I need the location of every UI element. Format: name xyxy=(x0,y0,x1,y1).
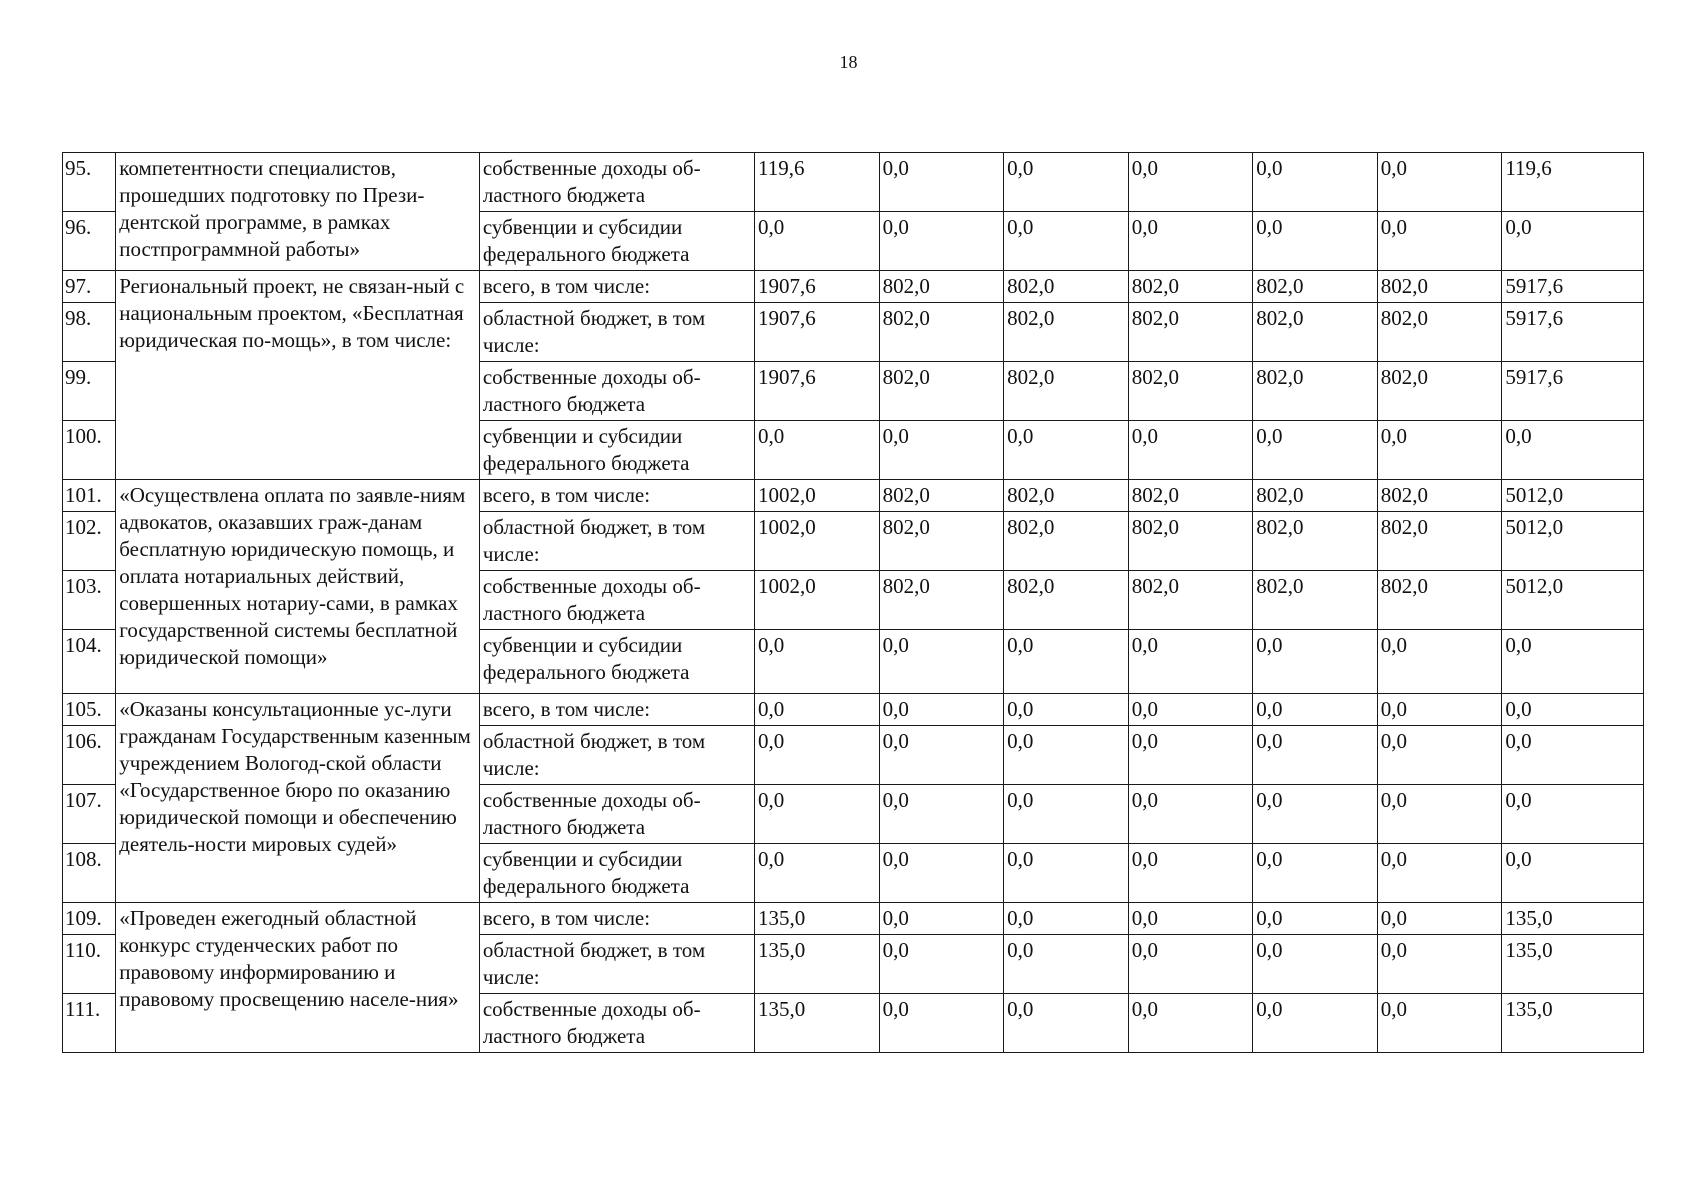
row-number: 98. xyxy=(63,303,116,362)
year-value: 0,0 xyxy=(1004,212,1129,271)
year-value: 0,0 xyxy=(1128,935,1253,994)
year-value: 0,0 xyxy=(1377,212,1502,271)
year-value: 0,0 xyxy=(879,935,1004,994)
year-value: 802,0 xyxy=(1128,571,1253,630)
measure-description: «Оказаны консультационные ус-луги гражданам Государственным казенным учреждением Вологод-ской области «Государственное бюро по оказанию юридической помощи и обеспечению деятель-ности мировых судей» xyxy=(116,694,480,903)
year-value: 0,0 xyxy=(1128,726,1253,785)
funding-source: субвенции и субсидии федерального бюджета xyxy=(479,421,754,480)
year-value: 0,0 xyxy=(1004,935,1129,994)
year-value: 802,0 xyxy=(1377,571,1502,630)
year-value: 0,0 xyxy=(879,694,1004,726)
funding-source: собственные доходы об-ластного бюджета xyxy=(479,153,754,212)
year-value: 802,0 xyxy=(879,303,1004,362)
funding-source: всего, в том числе: xyxy=(479,480,754,512)
year-value: 802,0 xyxy=(1128,362,1253,421)
year-value: 802,0 xyxy=(879,512,1004,571)
year-value: 0,0 xyxy=(1128,630,1253,694)
row-number: 104. xyxy=(63,630,116,694)
year-value: 802,0 xyxy=(1377,303,1502,362)
page-number: 18 xyxy=(839,52,858,72)
total-value: 0,0 xyxy=(1502,694,1644,726)
year-value: 0,0 xyxy=(755,726,880,785)
total-value: 0,0 xyxy=(1502,421,1644,480)
year-value: 0,0 xyxy=(879,421,1004,480)
measure-description: «Осуществлена оплата по заявле-ниям адвокатов, оказавших граж-данам бесплатную юридическую помощь, и оплата нотариальных действий, совершенных нотариу-сами, в рамках государственной системы бесплатной юридической помощи» xyxy=(116,480,480,694)
year-value: 0,0 xyxy=(1377,694,1502,726)
year-value: 802,0 xyxy=(1377,271,1502,303)
year-value: 0,0 xyxy=(1377,421,1502,480)
funding-source: собственные доходы об-ластного бюджета xyxy=(479,571,754,630)
row-number: 102. xyxy=(63,512,116,571)
year-value: 0,0 xyxy=(755,694,880,726)
year-value: 0,0 xyxy=(879,785,1004,844)
row-number: 95. xyxy=(63,153,116,212)
year-value: 135,0 xyxy=(755,994,880,1053)
funding-source: всего, в том числе: xyxy=(479,271,754,303)
total-value: 135,0 xyxy=(1502,903,1644,935)
year-value: 0,0 xyxy=(1004,630,1129,694)
year-value: 0,0 xyxy=(1128,421,1253,480)
year-value: 0,0 xyxy=(1004,153,1129,212)
year-value: 0,0 xyxy=(755,630,880,694)
row-number: 105. xyxy=(63,694,116,726)
year-value: 802,0 xyxy=(1004,480,1129,512)
year-value: 0,0 xyxy=(755,421,880,480)
total-value: 5917,6 xyxy=(1502,303,1644,362)
year-value: 0,0 xyxy=(1004,994,1129,1053)
table-row xyxy=(63,271,1644,303)
funding-source: областной бюджет, в том числе: xyxy=(479,512,754,571)
year-value: 0,0 xyxy=(1253,694,1378,726)
year-value: 0,0 xyxy=(1128,994,1253,1053)
year-value: 0,0 xyxy=(755,785,880,844)
funding-source: областной бюджет, в том числе: xyxy=(479,303,754,362)
year-value: 802,0 xyxy=(1253,362,1378,421)
year-value: 0,0 xyxy=(1004,726,1129,785)
year-value: 802,0 xyxy=(1128,512,1253,571)
total-value: 5917,6 xyxy=(1502,362,1644,421)
year-value: 802,0 xyxy=(1004,512,1129,571)
year-value: 802,0 xyxy=(1253,271,1378,303)
year-value: 802,0 xyxy=(1253,571,1378,630)
year-value: 0,0 xyxy=(1253,844,1378,903)
year-value: 0,0 xyxy=(1253,630,1378,694)
funding-source: областной бюджет, в том числе: xyxy=(479,726,754,785)
year-value: 135,0 xyxy=(755,935,880,994)
table-row xyxy=(63,480,1644,512)
funding-source: собственные доходы об-ластного бюджета xyxy=(479,362,754,421)
funding-source: собственные доходы об-ластного бюджета xyxy=(479,785,754,844)
total-value: 5012,0 xyxy=(1502,480,1644,512)
year-value: 0,0 xyxy=(1128,694,1253,726)
year-value: 0,0 xyxy=(1377,844,1502,903)
year-value: 802,0 xyxy=(1128,303,1253,362)
funding-source: собственные доходы об-ластного бюджета xyxy=(479,994,754,1053)
year-value: 1907,6 xyxy=(755,303,880,362)
year-value: 1002,0 xyxy=(755,571,880,630)
total-value: 5917,6 xyxy=(1502,271,1644,303)
year-value: 0,0 xyxy=(879,844,1004,903)
funding-source: всего, в том числе: xyxy=(479,903,754,935)
year-value: 802,0 xyxy=(1004,571,1129,630)
year-value: 0,0 xyxy=(1377,785,1502,844)
total-value: 135,0 xyxy=(1502,935,1644,994)
year-value: 802,0 xyxy=(1128,480,1253,512)
year-value: 0,0 xyxy=(1004,785,1129,844)
year-value: 802,0 xyxy=(1004,303,1129,362)
year-value: 0,0 xyxy=(755,212,880,271)
funding-source: субвенции и субсидии федерального бюджета xyxy=(479,844,754,903)
measure-description: «Проведен ежегодный областной конкурс студенческих работ по правовому информированию и правовому просвещению населе-ния» xyxy=(116,903,480,1053)
year-value: 0,0 xyxy=(1128,212,1253,271)
year-value: 0,0 xyxy=(1253,421,1378,480)
row-number: 97. xyxy=(63,271,116,303)
row-number: 103. xyxy=(63,571,116,630)
year-value: 0,0 xyxy=(1004,903,1129,935)
budget-table xyxy=(62,152,1644,1053)
year-value: 802,0 xyxy=(1004,271,1129,303)
funding-source: областной бюджет, в том числе: xyxy=(479,935,754,994)
year-value: 802,0 xyxy=(1004,362,1129,421)
year-value: 0,0 xyxy=(879,994,1004,1053)
year-value: 802,0 xyxy=(879,271,1004,303)
year-value: 0,0 xyxy=(879,903,1004,935)
row-number: 101. xyxy=(63,480,116,512)
year-value: 0,0 xyxy=(879,212,1004,271)
year-value: 0,0 xyxy=(1253,935,1378,994)
year-value: 0,0 xyxy=(755,844,880,903)
table-row xyxy=(63,903,1644,935)
year-value: 0,0 xyxy=(1253,212,1378,271)
row-number: 108. xyxy=(63,844,116,903)
year-value: 1002,0 xyxy=(755,512,880,571)
total-value: 0,0 xyxy=(1502,212,1644,271)
measure-description: компетентности специалистов, прошедших подготовку по Прези-дентской программе, в рамках постпрограммной работы» xyxy=(116,153,480,271)
table-row xyxy=(63,153,1644,212)
total-value: 5012,0 xyxy=(1502,571,1644,630)
year-value: 135,0 xyxy=(755,903,880,935)
year-value: 0,0 xyxy=(1253,726,1378,785)
table-row xyxy=(63,694,1644,726)
funding-source: субвенции и субсидии федерального бюджета xyxy=(479,630,754,694)
year-value: 0,0 xyxy=(1253,153,1378,212)
year-value: 802,0 xyxy=(879,362,1004,421)
year-value: 0,0 xyxy=(1004,694,1129,726)
year-value: 0,0 xyxy=(1128,153,1253,212)
funding-source: всего, в том числе: xyxy=(479,694,754,726)
year-value: 0,0 xyxy=(879,153,1004,212)
year-value: 0,0 xyxy=(1128,903,1253,935)
total-value: 0,0 xyxy=(1502,844,1644,903)
year-value: 1907,6 xyxy=(755,362,880,421)
row-number: 110. xyxy=(63,935,116,994)
year-value: 119,6 xyxy=(755,153,880,212)
year-value: 0,0 xyxy=(1004,421,1129,480)
year-value: 0,0 xyxy=(1253,994,1378,1053)
measure-description: Региональный проект, не связан-ный с национальным проектом, «Бесплатная юридическая по-мощь», в том числе: xyxy=(116,271,480,480)
year-value: 0,0 xyxy=(879,726,1004,785)
year-value: 0,0 xyxy=(1377,153,1502,212)
total-value: 135,0 xyxy=(1502,994,1644,1053)
total-value: 0,0 xyxy=(1502,785,1644,844)
year-value: 0,0 xyxy=(1128,785,1253,844)
total-value: 5012,0 xyxy=(1502,512,1644,571)
year-value: 0,0 xyxy=(1004,844,1129,903)
row-number: 106. xyxy=(63,726,116,785)
year-value: 802,0 xyxy=(1253,480,1378,512)
year-value: 802,0 xyxy=(1253,512,1378,571)
year-value: 0,0 xyxy=(1253,785,1378,844)
row-number: 100. xyxy=(63,421,116,480)
row-number: 107. xyxy=(63,785,116,844)
year-value: 802,0 xyxy=(1377,512,1502,571)
year-value: 0,0 xyxy=(1377,630,1502,694)
year-value: 0,0 xyxy=(1377,726,1502,785)
year-value: 1907,6 xyxy=(755,271,880,303)
year-value: 0,0 xyxy=(1253,903,1378,935)
year-value: 802,0 xyxy=(1377,480,1502,512)
row-number: 99. xyxy=(63,362,116,421)
year-value: 0,0 xyxy=(879,630,1004,694)
row-number: 111. xyxy=(63,994,116,1053)
total-value: 0,0 xyxy=(1502,630,1644,694)
year-value: 802,0 xyxy=(1128,271,1253,303)
year-value: 802,0 xyxy=(879,571,1004,630)
year-value: 0,0 xyxy=(1377,994,1502,1053)
year-value: 802,0 xyxy=(879,480,1004,512)
year-value: 802,0 xyxy=(1253,303,1378,362)
year-value: 0,0 xyxy=(1128,844,1253,903)
year-value: 802,0 xyxy=(1377,362,1502,421)
total-value: 0,0 xyxy=(1502,726,1644,785)
row-number: 109. xyxy=(63,903,116,935)
year-value: 1002,0 xyxy=(755,480,880,512)
total-value: 119,6 xyxy=(1502,153,1644,212)
funding-source: субвенции и субсидии федерального бюджета xyxy=(479,212,754,271)
year-value: 0,0 xyxy=(1377,935,1502,994)
year-value: 0,0 xyxy=(1377,903,1502,935)
row-number: 96. xyxy=(63,212,116,271)
